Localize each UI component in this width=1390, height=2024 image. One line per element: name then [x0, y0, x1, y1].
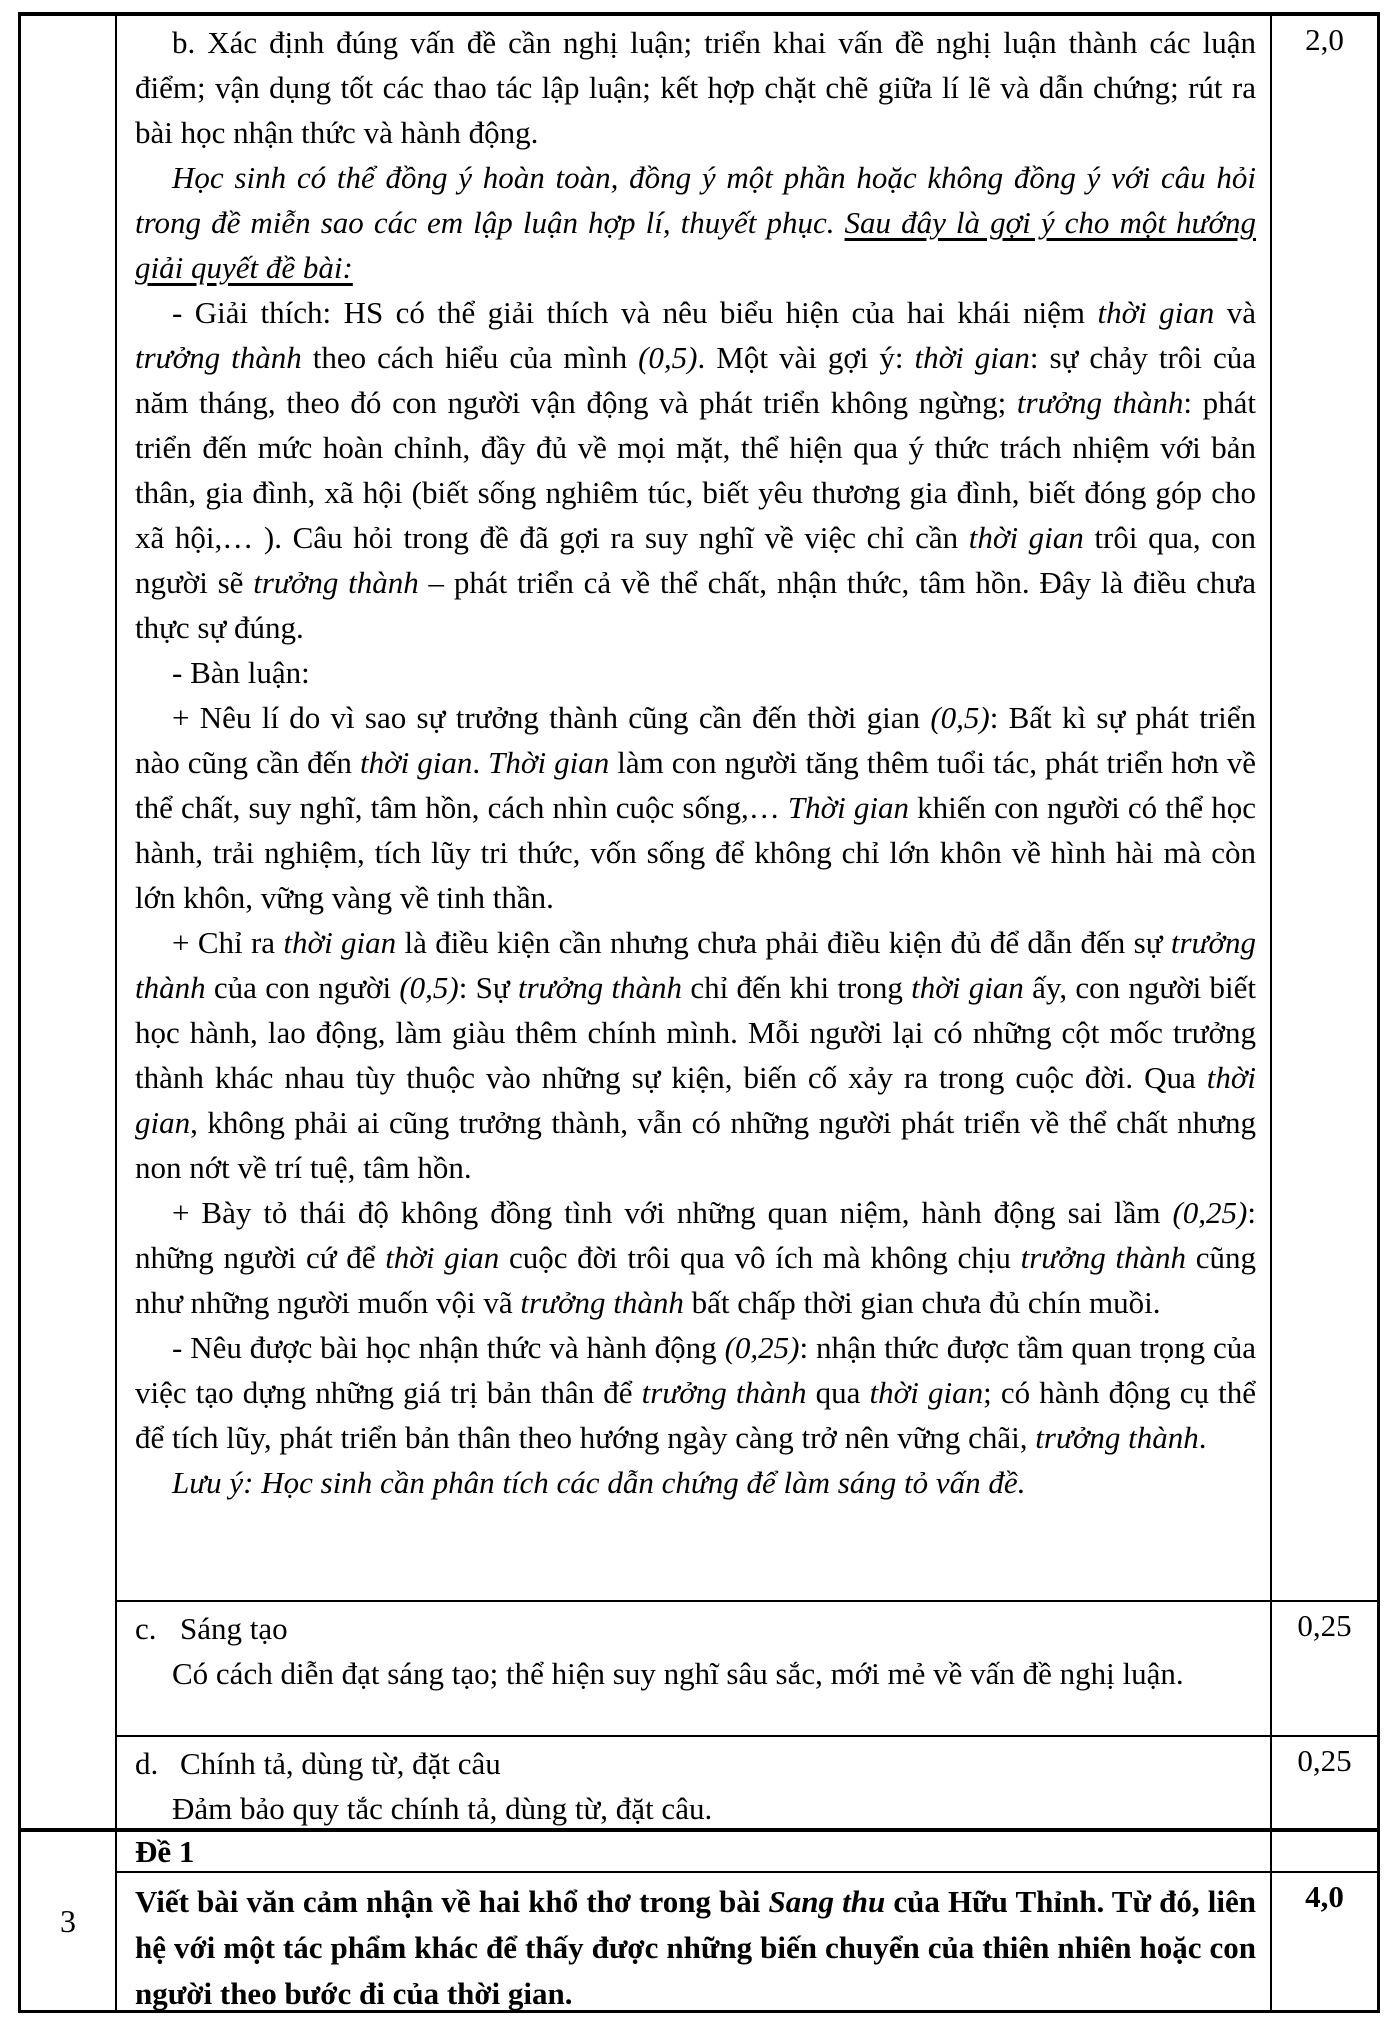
score-cell-b: 2,0 [1270, 16, 1377, 1600]
score-cell-d: 0,25 [1270, 1735, 1377, 1828]
criterion-d-body: Đảm bảo quy tắc chính tả, dùng từ, đặt câu. [172, 1791, 713, 1826]
criterion-c-cell [115, 1600, 1270, 1735]
paragraph-ban-luan: - Bàn luận: [172, 655, 310, 690]
paragraph-chi-ra: + Chỉ ra thời gian là điều kiện cần nhưng chưa phải điều kiện đủ để dẫn đến sự trưởng thành của con người (0,5): Sự trưởng thành chỉ đến khi trong thời gian ấy, con người biết học hành, lao động, làm giàu thêm chính mình. Mỗi người lại có những cột mốc trưởng thành khác nhau tùy thuộc vào những sự kiện, biến cố xảy ra trong cuộc đời. Qua thời gian, không phải ai cũng trưởng thành, vẫn có những người phát triển về thể chất nhưng non nớt về trí tuệ, tâm hồn. [135, 925, 1256, 1185]
paragraph-giai-thich: - Giải thích: HS có thể giải thích và nêu biểu hiện của hai khái niệm thời gian và trưởng thành theo cách hiểu của mình (0,5). Một vài gợi ý: thời gian: sự chảy trôi của năm tháng, theo đó con người vận động và phát triển không ngừng; trưởng thành: phát triển đến mức hoàn chỉnh, đầy đủ về mọi mặt, thể hiện qua ý thức trách nhiệm với bản thân, gia đình, xã hội (biết sống nghiêm túc, biết yêu thương gia đình, biết đóng góp cho xã hội,… ). Câu hỏi trong đề đã gợi ra suy nghĩ về việc chỉ cần thời gian trôi qua, con người sẽ trưởng thành – phát triển cả về thể chất, nhận thức, tâm hồn. Đây là điều chưa thực sự đúng. [135, 295, 1256, 645]
paragraph-neu-li-do: + Nêu lí do vì sao sự trưởng thành cũng cần đến thời gian (0,5): Bất kì sự phát triển nào cũng cần đến thời gian. Thời gian làm con người tăng thêm tuổi tác, phát triển hơn về thể chất, suy nghĩ, tâm hồn, cách nhìn cuộc sống,… Thời gian khiến con người có thể học hành, trải nghiệm, tích lũy tri thức, vốn sống để không chỉ lớn khôn về hình hài mà còn lớn khôn, vững vàng về tinh thần. [135, 700, 1257, 915]
question-3-prompt: Viết bài văn cảm nhận về hai khổ thơ trong bài Sang thu của Hữu Thỉnh. Từ đó, liên hệ với một tác phẩm khác để thấy được những biến chuyển của thiên nhiên hoặc con người theo bước đi của thời gian. [135, 1884, 1256, 2010]
rubric-table [18, 12, 1380, 2013]
criterion-d-label: d. [135, 1746, 159, 1781]
criterion-d-title [135, 1741, 1256, 1786]
note-student-freedom: Học sinh có thể đồng ý hoàn toàn, đồng ý một phần hoặc không đồng ý với câu hỏi trong đề miễn sao các em lập luận hợp lí, thuyết phục. Sau đây là gợi ý cho một hướng giải quyết đề bài: [135, 160, 1256, 285]
question-number-cell-empty [21, 16, 115, 1828]
question-3-prompt-cell [115, 1871, 1270, 2010]
rubric-sheet [18, 12, 1380, 2013]
criterion-c-title-text: Sáng tạo [180, 1611, 288, 1646]
de-1-cell [115, 1828, 1270, 1871]
paragraph-bai-hoc: - Nêu được bài học nhận thức và hành động (0,25): nhận thức được tầm quan trọng của việc tạo dựng những giá trị bản thân để trưởng thành qua thời gian; có hành động cụ thể để tích lũy, phát triển bản thân theo hướng ngày càng trở nên vững chãi, trưởng thành. [135, 1330, 1257, 1455]
score-cell-question-3: 4,0 [1270, 1871, 1377, 2010]
paragraph-bay-to-thai-do: + Bày tỏ thái độ không đồng tình với những quan niệm, hành động sai lầm (0,25): những người cứ để thời gian cuộc đời trôi qua vô ích mà không chịu trưởng thành cũng như những người muốn vội vã trưởng thành bất chấp thời gian chưa đủ chín muồi. [135, 1195, 1256, 1320]
de-1-label: Đề 1 [135, 1834, 195, 1869]
criterion-d-title-text: Chính tả, dùng từ, đặt câu [180, 1746, 501, 1781]
criterion-c-body: Có cách diễn đạt sáng tạo; thể hiện suy nghĩ sâu sắc, mới mẻ về vấn đề nghị luận. [172, 1656, 1184, 1691]
criterion-c-label: c. [135, 1611, 157, 1646]
score-cell-de1-empty [1270, 1828, 1377, 1871]
criterion-b-cell [115, 16, 1270, 1600]
question-number-cell-3: 3 [21, 1828, 115, 2010]
criterion-b-heading: b. Xác định đúng vấn đề cần nghị luận; triển khai vấn đề nghị luận thành các luận điểm; vận dụng tốt các thao tác lập luận; kết hợp chặt chẽ giữa lí lẽ và dẫn chứng; rút ra bài học nhận thức và hành động. [135, 25, 1256, 150]
criterion-c-title [135, 1606, 1256, 1651]
criterion-d-cell [115, 1735, 1270, 1828]
paragraph-luu-y: Lưu ý: Học sinh cần phân tích các dẫn chứng để làm sáng tỏ vấn đề. [172, 1465, 1026, 1500]
score-cell-c: 0,25 [1270, 1600, 1377, 1735]
